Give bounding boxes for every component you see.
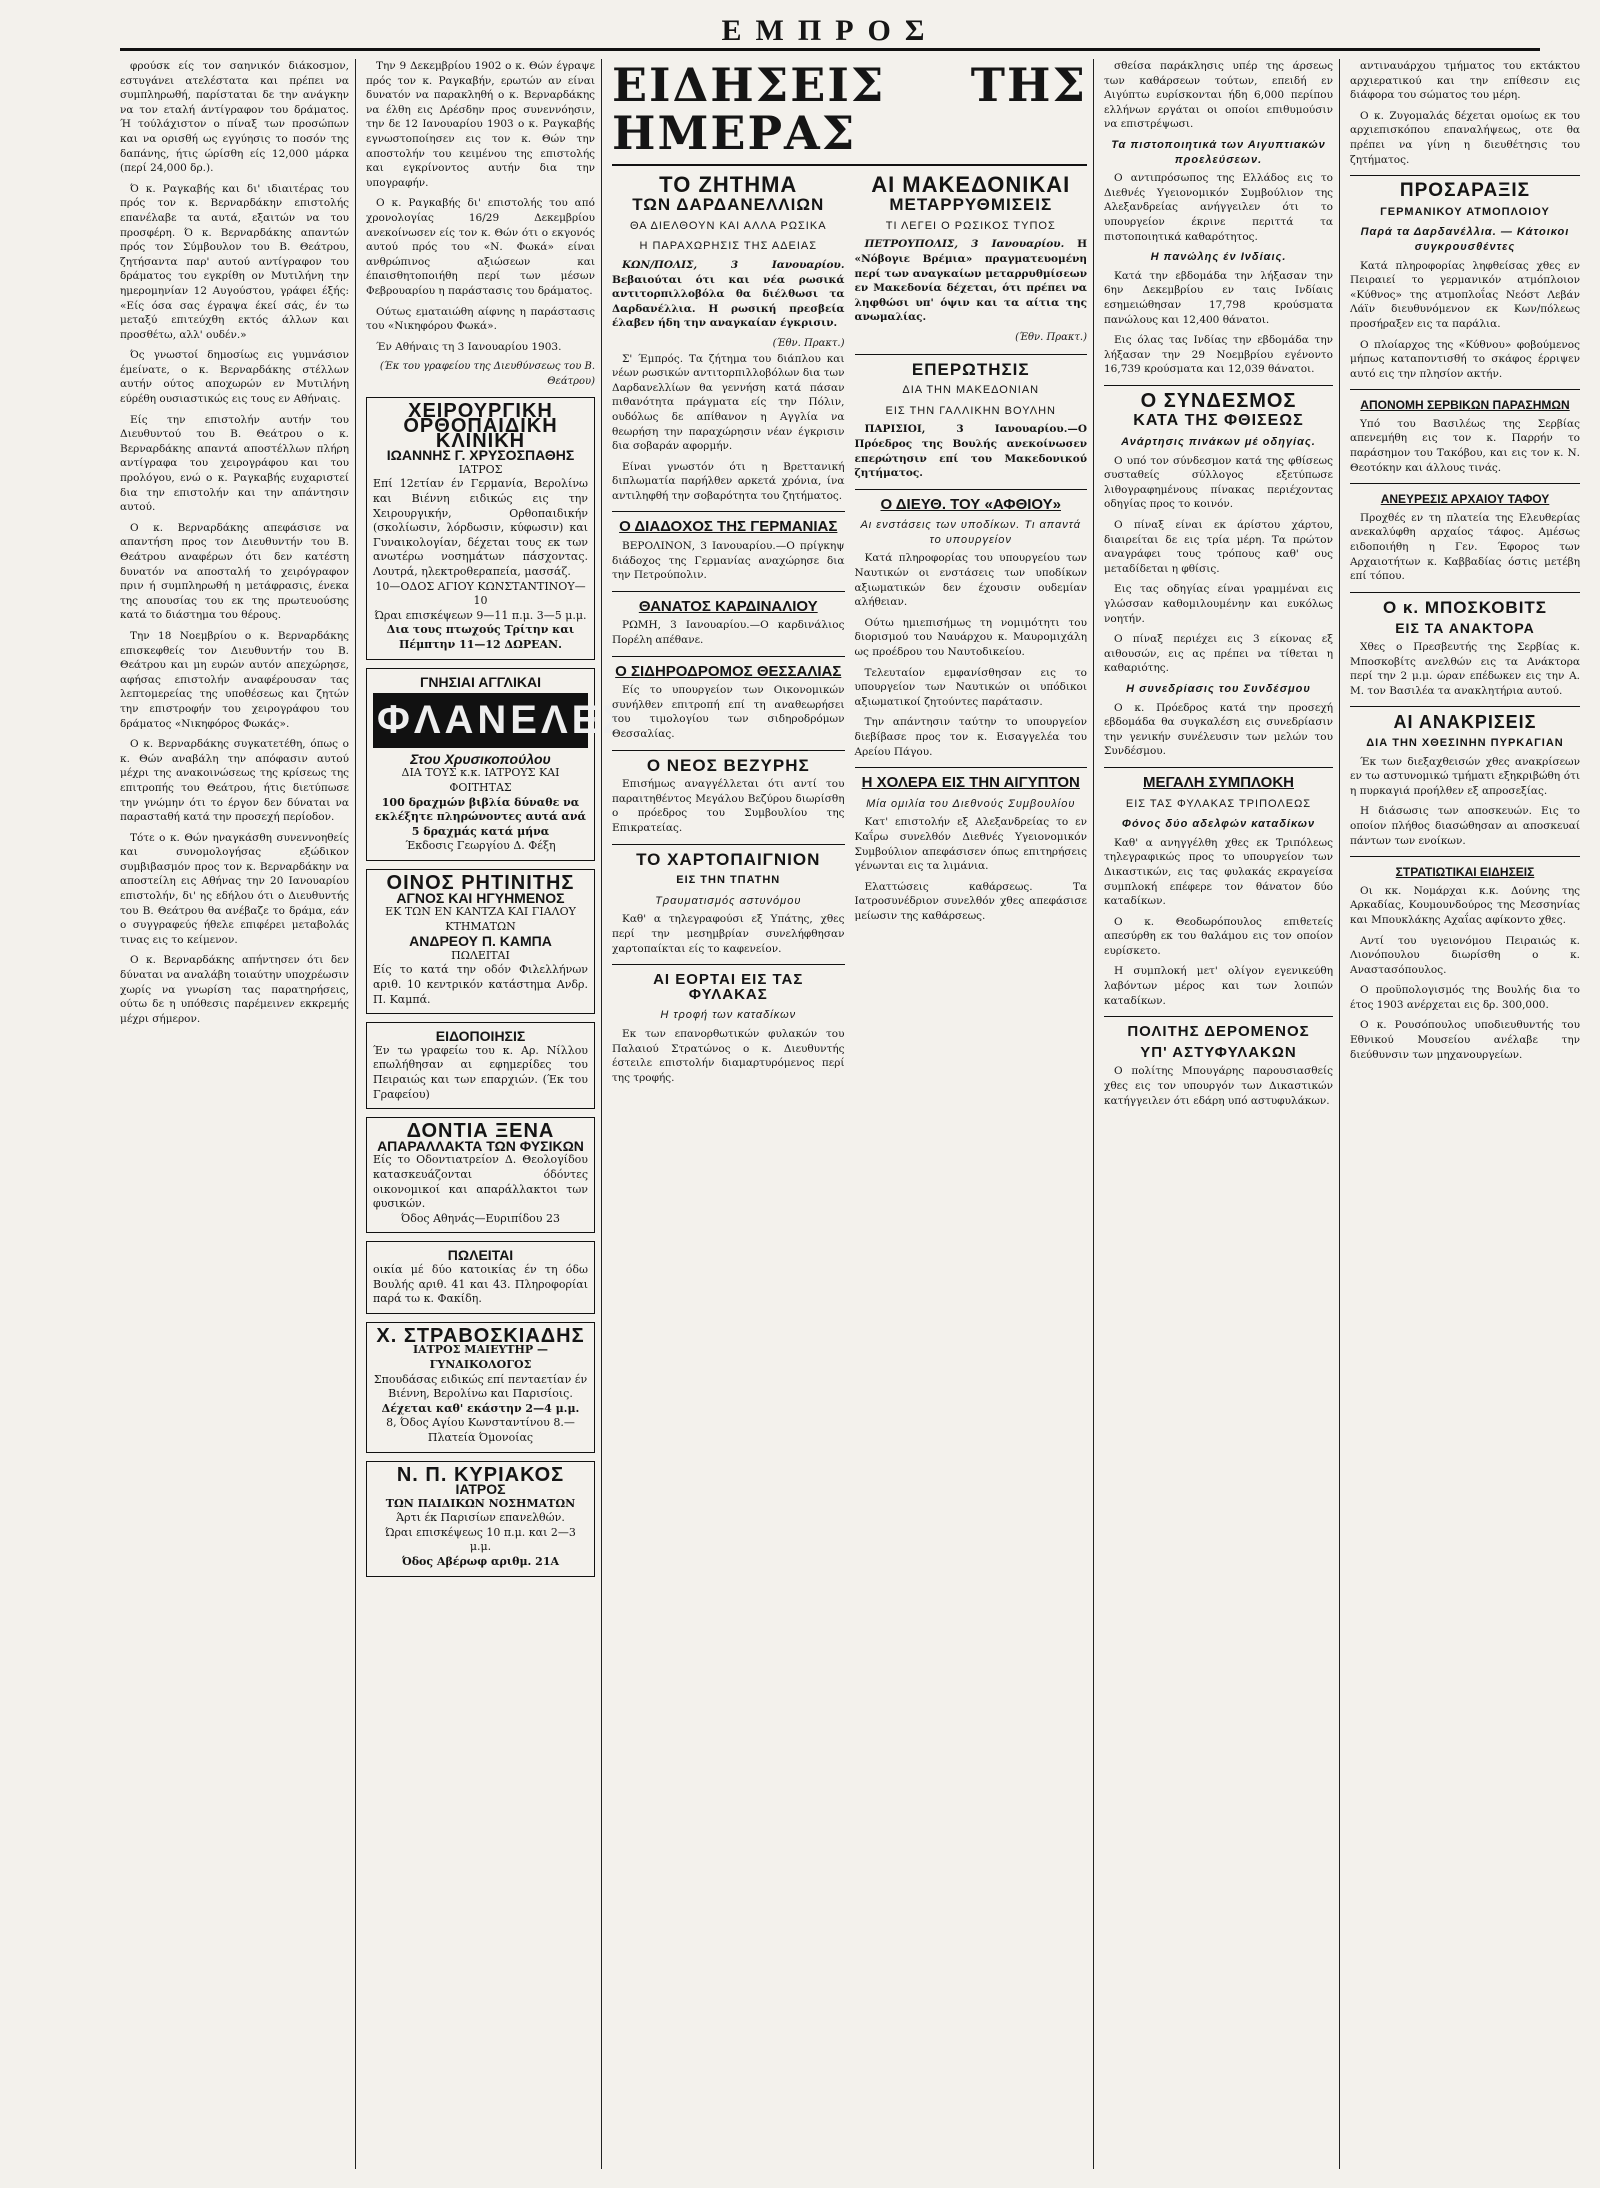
clinic-hours: Ώραι επισκέψεων 9—11 π.μ. 3—5 μ.μ. [374, 608, 587, 622]
interpellation-text: ΠΑΡΙΣΙΟΙ, 3 Ιανουαρίου.—Ο Πρόεδρος της Βουλής ανεκοίνωσεν επερώτησιν επί του Μακεδονικού ζητήματος. [854, 423, 1087, 480]
cardinal-text: ΡΩΜΗ, 3 Ιανουαρίου.—Ο καρδινάλιος Πορέλη απέθανε. [612, 619, 845, 647]
divider [1350, 483, 1580, 484]
notice-ad [366, 1022, 595, 1109]
cholera-text: Ελαττώσεις καθάρσεως. Τα Ιατροσυνέδριον συνελθόν χθες απεφάσισε μείωσιν της καθάρσεως. [854, 880, 1087, 922]
stranding-sub2: Παρά τα Δαρδανέλλια. — Κάτοικοι συγκρουσθέντες [1360, 226, 1570, 253]
navy-text: Κατά πληροφορίας του υπουργείου των Ναυτικών οι ενστάσεις των υποδίκων αξιωματικών δεν έχουσιν ουδεμίαν αλήθειαν. [854, 552, 1087, 609]
boskovic-title: Ο κ. ΜΠΟΣΚΟΒΙΤΣ [1382, 597, 1548, 617]
dardanelles-sub: ΘΑ ΔΙΕΛΘΟΥΝ ΚΑΙ ΑΛΛΑ ΡΩΣΙΚΑ [629, 219, 827, 232]
plague-head: Η πανώλης έν Ινδίαις. [1150, 251, 1287, 264]
pediatric-address: Όδος Αβέρωφ αριθμ. 21Α [401, 1555, 560, 1569]
clinic-ad [366, 397, 595, 659]
flannel-top: ΓΝΗΣΙΑΙ ΑΓΓΛΙΚΑΙ [419, 673, 542, 690]
news-banner: ΕΙΔΗΣΕΙΣ ΤΗΣ ΗΜΕΡΑΣ [612, 61, 1087, 166]
dardanelles-title2: ΤΩΝ ΔΑΡΔΑΝΕΛΛΙΩΝ [632, 195, 825, 215]
citizen-text: Ο πολίτης Μπουγάρης παρουσιασθείς χθες εις τον υπουργόν των Δικαστικών κατήγγειλεν ότι εδάρη υπό αστυφυλάκων. [1104, 1065, 1333, 1107]
article-paragraph: σθείσα παράκλησις υπέρ της άρσεως των καθάρσεων τούτων, επειδή εν Αιγύπτω ευρίσκονται ήδη 6,000 περίπου ελλήνων εργάται οι οποίοι επιθυμούσιν να επιστρέψωσι. [1104, 60, 1333, 131]
teeth-ad [366, 1117, 595, 1233]
column-1 [120, 59, 356, 2169]
column-5 [1104, 59, 1340, 2169]
article-paragraph: Ο κ. Βερναρδάκης συγκατετέθη, όπως ο κ. Θών αναβάλη την απόφασιν αυτού μέχρι της ανακοινώσεως της κρίσεως της επιτροπής του Θεάτρου, ήτις διετύπωσε την γνώμην ότι το έργον δεν δύναται να παρασταθή κατά την προσεχή περίοδον. [120, 738, 349, 824]
teeth-address: Όδος Αθηνάς—Ευριπίδου 23 [401, 1211, 560, 1225]
divider [612, 750, 845, 751]
league-title: Ο ΣΥΝΔΕΣΜΟΣ [1140, 389, 1297, 412]
league-meeting-head: Η συνεδρίασις του Συνδέσμου [1126, 682, 1311, 695]
dardanelles-title: ΤΟ ΖΗΤΗΜΑ [659, 171, 798, 197]
cards-title: ΤΟ ΧΑΡΤΟΠΑΙΓΝΙΟΝ [636, 849, 821, 869]
flannel-for: ΔΙΑ ΤΟΥΣ κ.κ. ΙΑΤΡΟΥΣ ΚΑΙ ΦΟΙΤΗΤΑΣ [401, 766, 560, 794]
pediatric-ad [366, 1461, 595, 1577]
article-paragraph: Ός γνωστοί δημοσίως εις γυμνάσιον έμείνατε, ο κ. Βερναρδάκης στέλλων αυτήν ούτος αποχωρών εν Μυτιλήνη εύρέθη ουσιαστικώς εις τους εν Αθήναις. [120, 349, 349, 406]
midwife-ad [366, 1322, 595, 1453]
navy-title: Ο ΔΙΕΥΘ. ΤΟΥ «ΑΦΘΙΟΥ» [880, 495, 1061, 513]
cholera-title: Η ΧΟΛΕΡΑ ΕΙΣ ΤΗΝ ΑΙΓΥΠΤΟΝ [861, 774, 1080, 792]
sale-title: ΠΩΛΕΙΤΑΙ [447, 1247, 514, 1264]
interpellation-sub2: ΕΙΣ ΤΗΝ ΓΑΛΛΙΚΗΝ ΒΟΥΛΗΝ [885, 404, 1056, 417]
letter-date: Έν Αθήναις τη 3 Ιανουαρίου 1903. [376, 340, 562, 353]
clinic-doctor: ΙΩΑΝΝΗΣ Γ. ΧΡΥΣΟΣΠΑΘΗΣ [386, 447, 575, 464]
railway-text: Είς το υπουργείον των Οικονομικών συνήλθεν επιτροπή επί τη αναθεωρήσει του τιμολογίου των σιδηροδρόμων Θεσσαλίας. [612, 684, 845, 740]
cardinal-title: ΘΑΝΑΤΟΣ ΚΑΡΔΙΝΑΛΙΟΥ [638, 597, 818, 615]
news-section [612, 59, 1094, 2169]
macedonia-sub: ΤΙ ΛΕΓΕΙ Ο ΡΩΣΙΚΟΣ ΤΥΠΟΣ [885, 219, 1056, 232]
clinic-free: Δια τους πτωχούς Τρίτην και Πέμπτην 11—12 ΔΩΡΕΑΝ. [386, 623, 575, 651]
divider [1104, 1016, 1333, 1017]
newspaper-title: ΕΜΠΡΟΣ [721, 14, 939, 47]
league-text-head: Ανάρτησις πινάκων μέ οδηγίας. [1121, 436, 1316, 449]
letter-paragraph: Ούτως εματαιώθη αίφνης η παράστασις του «Νικηφόρου Φωκά». [366, 305, 595, 333]
dardanelles-body: Είναι γνωστόν ότι η Βρεττανική διπλωματία παρήλθεν αρκετά χρόνια, ίνα αντιληφθή την σοβαρότητα του ζητήματος. [612, 460, 845, 502]
article-paragraph: Την 18 Νοεμβρίου ο κ. Βερναρδάκης επισκεφθείς τον Διευθυντήν του Β. Θεάτρου και μη ευρών αυτόν απεχώρησε, αφήσας επιστολήν αναφέρουσαν τας λεπτομερείας της υποθέσεως και ζητών την επιστροφήν του χειρογράφου του δράματος «Νικηφόρος Φωκάς». [120, 629, 349, 730]
tripoli-text: Καθ' α ανηγγέλθη χθες εκ Τριπόλεως τηλεγραφικώς προς το υπουργείον των Δικαστικών, εις τας φυλακάς εκραγείσα συμπλοκή επέφερε τον θάνατον δύο καταδίκων. [1104, 836, 1333, 908]
tripoli-sub2: Φόνος δύο αδελφών καταδίκων [1121, 818, 1316, 831]
midwife-hours: Δέχεται καθ' εκάστην 2—4 μ.μ. [381, 1401, 580, 1415]
masthead [120, 14, 1540, 51]
divider [1350, 592, 1580, 593]
article-paragraph: Ο αντιπρόσωπος της Ελλάδος εις το Διεθνές Υγειονομικόν Συμβούλιον της Αλεξανδρείας ανήγγειλεν ότι το υπουργείον έκρινε περιττά τα πιστοποιητικά καθαρότητος. [1104, 172, 1333, 243]
pediatric-name: Ν. Π. ΚΥΡΙΑΚΟΣ [396, 1463, 565, 1486]
divider [1350, 706, 1580, 707]
divider [612, 844, 845, 845]
feast-title: ΑΙ ΕΟΡΤΑΙ ΕΙΣ ΤΑΣ ΦΥΛΑΚΑΣ [653, 971, 804, 1003]
tomb-title: ΑΝΕΥΡΕΣΙΣ ΑΡΧΑΙΟΥ ΤΑΦΟΥ [1380, 492, 1550, 507]
inquiries-title: ΑΙ ΑΝΑΚΡΙΣΕΙΣ [1393, 712, 1537, 733]
interpellation-title: ΕΠΕΡΩΤΗΣΙΣ [911, 359, 1030, 379]
military-text: Αντί του υγειονόμου Πειραιώς κ. Λιονόπουλου διωρίσθη ο κ. Αναστασόπουλος. [1350, 934, 1580, 976]
sale-text: οικία μέ δύο κατοικίας έν τη όδω Βουλής αριθ. 41 και 43. Πληροφορίαι παρά τω κ. Φακίδη. [373, 1262, 588, 1306]
clinic-role: ΙΑΤΡΟΣ [458, 462, 503, 476]
letter-source: (Έκ του γραφείου της Διευθύνσεως του Β. Θεάτρου) [379, 361, 595, 387]
macedonia-source: (Έθν. Πρακτ.) [1015, 331, 1087, 343]
letter-paragraph: Την 9 Δεκεμβρίου 1902 ο κ. Θών έγραψε πρός τον κ. Ραγκαβήν, ερωτών αν είναι δυνατόν να παρακληθή ο κ. Βερναρδάκης να έλθη εις Δρέσδην προς συνεννόησιν, την δε 12 Ιανουαρίου 1903 ο κ. Ραγκαβής εγνωστοποίησεν εις τον κ. Θών την αποστολήν του κειμένου της επιστολής και εγκρίνοντος αυτήν δια την υπογραφήν. [366, 60, 595, 189]
cards-sub: ΕΙΣ ΤΗΝ ΤΠΑΤΗΝ [676, 874, 781, 887]
navy-text: Ούτω ημιεπισήμως τη νομιμότητι του διορισμού του Ναυάρχου κ. Μαυρομιχάλη ως προέδρου του Ναυτοδικείου. [854, 616, 1087, 659]
cholera-text: Κατ' επιστολήν εξ Αλεξανδρείας το εν Καΐρω συνελθόν Διεθνές Υγειονομικόν Συμβούλιον απεφάσισεν όπως επιτηρήσεις γένωνται εις τα λιμάνια. [854, 816, 1087, 873]
teeth-sub: ΑΠΑΡΑΛΛΑΚΤΑ ΤΩΝ ΦΥΣΙΚΩΝ [377, 1137, 584, 1154]
successor-title: Ο ΔΙΑΔΟΧΟΣ ΤΗΣ ΓΕΡΜΑΝΙΑΣ [619, 518, 838, 536]
news-left [612, 172, 845, 1092]
stranding-text: Ο πλοίαρχος της «Κύθνου» φοβούμενος μήπως καταποντισθή το σκάφος έρριψεν αυτό εις την πλησίον ακτήν. [1350, 338, 1580, 380]
serbia-text: Υπό του Βασιλέως της Σερβίας απενεμήθη εις τον κ. Παρρήν το παράσημον του Τακόβου, και εις τον κ. Ν. Θεοτόκην και άλλους τινάς. [1350, 417, 1580, 474]
divider [1104, 385, 1333, 386]
vezyris-text: Επισήμως αναγγέλλεται ότι αντί του παραιτηθέντος Μεγάλου Βεζύρου διωρίσθη ο πρόεδρος του Συμβουλίου της Επικρατείας. [612, 778, 845, 834]
article-paragraph: Ο κ. Ζυγομαλάς δέχεται ομοίως εκ του αρχιεπισκόπου επαναλήψεως, οτε θα πρέπει να γίνη η διευθέτησις του ζητήματος. [1350, 109, 1580, 166]
clinic-address: 10—ΟΔΟΣ ΑΓΙΟΥ ΚΩΝΣΤΑΝΤΙΝΟΥ—10 [375, 579, 586, 608]
navy-text: Την απάντησιν ταύτην το υπουργείον διεβίβασε προς τον κ. Εισαγγελέα του Αρείου Πάγου. [854, 716, 1087, 758]
divider [612, 511, 845, 512]
divider [1350, 389, 1580, 390]
interpellation-sub: ΔΙΑ ΤΗΝ ΜΑΚΕΔΟΝΙΑΝ [902, 384, 1040, 397]
pediatric-text: Άρτι έκ Παρισίων επανελθών. [396, 1511, 565, 1525]
teeth-title: ΔΟΝΤΙΑ ΞΕΝΑ [406, 1120, 555, 1143]
wine-ad [366, 869, 595, 1014]
dardanelles-sub2: Η ΠΑΡΑΧΩΡΗΣΙΣ ΤΗΣ ΑΔΕΙΑΣ [639, 240, 818, 253]
divider [612, 656, 845, 657]
article-paragraph: Ο κ. Βερναρδάκης απήντησεν ότι δεν δύναται να αναλάβη τοιαύτην υποχρέωσιν χωρίς να γνωρίση τας παρατηρήσεις, ούτω δε η υπόθεσις παρέμεινεν εκκρεμής μέχρι σήμερον. [120, 954, 349, 1025]
league-sub: ΚΑΤΑ ΤΗΣ ΦΘΙΣΕΩΣ [1133, 412, 1304, 430]
flannel-publisher: Έκδοσις Γεωργίου Δ. Φέξη [405, 839, 556, 853]
notice-text: Έν τω γραφείω του κ. Αρ. Νίλλου επωλήθησαν αι εφημερίδες του Πειραιώς και των επαρχιών. (Έκ του Γραφείου) [373, 1043, 588, 1101]
league-meeting-text: Ο κ. Πρόεδρος κατά την προσεχή εβδομάδα θα συγκαλέση εις συνεδρίασιν την γενικήν συνέλευσιν των μελών του Συνδέσμου. [1104, 701, 1333, 758]
military-title: ΣΤΡΑΤΙΩΤΙΚΑΙ ΕΙΔΗΣΕΙΣ [1395, 865, 1535, 880]
flannel-banner: ΦΛΑΝΕΛΕΣ [373, 693, 588, 748]
feast-text: Εκ των επανορθωτικών φυλακών του Παλαιού Στρατώνος ο κ. Διευθυντής έστειλε επιστολήν διαμαρτυρόμενος περί της τροφής. [612, 1027, 845, 1084]
divider [1350, 856, 1580, 857]
flannel-ad [366, 668, 631, 861]
tripoli-title: ΜΕΓΑΛΗ ΣΥΜΠΛΟΚΗ [1143, 773, 1294, 791]
stranding-text: Κατά πληροφορίας ληφθείσας χθες εν Πειραιεί το γερμανικόν ατμόπλοιον «Κύθνος» της ατμοπλοΐας Νεόστ Λεβάν Λάϊν διευθυνόμενον εκ Κων/πόλεως προσήραξεν εις τα παράλια. [1350, 259, 1580, 330]
dardanelles-dateline: ΚΩΝ/ΠΟΛΙΣ, 3 Ιανουαρίου. [622, 258, 845, 271]
divider [855, 354, 1088, 355]
wine-sold: ΠΩΛΕΙΤΑΙ [451, 948, 510, 962]
navy-sub: Αι ενστάσεις των υποδίκων. Τι απαντά το υπουργείον [860, 519, 1082, 546]
railway-title: Ο ΣΙΔΗΡΟΔΡΟΜΟΣ ΘΕΣΣΑΛΙΑΣ [615, 662, 842, 680]
divider [855, 767, 1088, 768]
flannel-books: 100 δραχμών βιβλία δύναθε να εκλέξητε πληρώνοντες αυτά ανά 5 δραχμάς κατά μήνα [375, 795, 586, 838]
midwife-text: Σπουδάσας ειδικώς επί πενταετίαν έν Βιέννη, Βερολίνω και Παρισίοις. [373, 1372, 588, 1401]
cards-sub2: Τραυματισμός αστυνόμου [655, 894, 802, 907]
divider [1104, 767, 1333, 768]
sale-ad [366, 1241, 595, 1313]
dardanelles-text: Βεβαιούται ότι και νέα ρωσικά αντιτορπιλλοβόλα θα διέλθωσι τα Δαρδανέλλια. Η ρωσική πρεσβεία έλαβεν ήδη την αναγκαίαν έγκρισιν. [612, 273, 845, 330]
teeth-text: Είς το Οδοντιατρείον Δ. Θεολογίδου κατασκευάζονται όδόντες οικονομικοί και απαράλλακτοι των φυσικών. [373, 1153, 588, 1211]
cholera-sub: Μία ομιλία του Διεθνούς Συμβουλίου [866, 797, 1076, 810]
clinic-text: Επί 12ετίαν έν Γερμανία, Βερολίνω και Βιέννη ειδικώς εις την Χειρουργικήν, Ορθοπαιδικήν (σκολίωσιν, λόρδωσιν, κύφωσιν) και Γυναικολογίαν, δέχεται τους εκ των ανωτέρω νοσημάτων πάσχοντας. Λουτρά, ηλεκτροθεραπεία, μασσάζ. [373, 477, 588, 578]
pediatric-hours: Ώραι επισκέψεως 10 π.μ. και 2—3 μ.μ. [385, 1525, 576, 1554]
navy-text: Τελευταίον εμφανίσθησαν εις το υπουργείον των Ναυτικών οι υπόδικοι αξιωματικοί ζητούντες παράτασιν. [854, 666, 1087, 708]
article-paragraph: φρούσκ είς τον σαηνικόν διάκοσμον, εστυγάνει ατελέστατα και πρέπει να συμπληρωθή, παρίσταται δε την ανάγκην να τον εταλή άντίγραφον του δράματος. Ή τούλάχιστον ο πίναξ των προσώπων και να ορισθή ως εγγύησις το ποσόν της δαπάνης, ήτις ώρίσθη είς 12,000 μάρκα (περί 24,000 δρ.). [120, 60, 349, 175]
successor-text: ΒΕΡΟΛΙΝΟΝ, 3 Ιανουαρίου.—Ο πρίγκηψ διάδοχος της Γερμανίας αναχώρησε δια την Πετρούπολιν. [612, 540, 845, 582]
inquiries-sub: ΔΙΑ ΤΗΝ ΧΘΕΣΙΝΗΝ ΠΥΡΚΑΓΙΑΝ [1366, 736, 1564, 749]
article-paragraph: Εις όλας τας Ινδίας την εβδομάδα την λήξασαν την 29 Νοεμβρίου εγένοντο 16,739 κρούσματα και 12,039 θάνατοι. [1104, 334, 1333, 376]
news-subcolumns [612, 172, 1087, 1092]
divider [612, 964, 845, 965]
divider [855, 489, 1088, 490]
article-paragraph: Ο κ. Βερναρδάκης απεφάσισε να απαντήση προς τον Διευθυντήν του Β. Θεάτρου αναφέρων ότι δεν κατέστη δυνατόν να αποσταλή το χειρόγραφον πριν ή συμπληρωθή η μετάφρασις, ένεκα της απουσίας του εκ της πρωτευούσης κατά το διάστημα του θέρους. [120, 521, 349, 622]
article-paragraph: Κατά την εβδομάδα την λήξασαν την 6ην Δεκεμβρίου εν ταις Ινδίαις εσημειώθησαν 17,798 κρούσματα πανώλους και 12,400 θάνατοι. [1104, 269, 1333, 326]
tripoli-text: Η συμπλοκή μετ' ολίγον εγενικεύθη λαβόντων μέρος και των λοιπών καταδίκων. [1104, 965, 1333, 1007]
wine-title: ΟΙΝΟΣ ΡΗΤΙΝΙΤΗΣ [386, 871, 575, 894]
feast-sub: Η τροφή των καταδίκων [660, 1009, 797, 1022]
inquiries-text: Έκ των διεξαχθεισών χθες ανακρίσεων εν τω αστυνομικώ τμήματι εξηκριβώθη ότι η πυρκαγιά προήλθεν εξ απροσεξίας. [1350, 755, 1580, 797]
league-text: Ο υπό τον σύνδεσμον κατά της φθίσεως συσταθείς σύλλογος εξετύπωσε λιθογραφημένους πίνακας περιέχοντας οδηγίας προς το κοινόν. [1104, 454, 1333, 511]
league-text: Ο πίναξ είναι εκ άρίστου χάρτου, διαιρείται δε εις τρία μέρη. Τα πρώτον αναγράφει τους τρόπους καθ' ους μεταδίδεται η φθίσις. [1104, 519, 1333, 575]
stranding-sub: ΓΕΡΜΑΝΙΚΟΥ ΑΤΜΟΠΛΟΙΟΥ [1380, 205, 1550, 218]
article-paragraph: αντιναυάρχου τμήματος του εκτάκτου αρχιερατικού και την επίθεσιν εις διάφορα του σώματος του μέρη. [1350, 60, 1580, 102]
midwife-name: Χ. ΣΤΡΑΒΟΣΚΙΑΔΗΣ [376, 1324, 585, 1347]
citizen-sub: ΥΠ' ΑΣΤΥΦΥΛΑΚΩΝ [1140, 1043, 1297, 1061]
certificates-head: Τα πιστοποιητικά των Αιγυπτιακών προελεύσεων. [1111, 138, 1326, 166]
column-2 [366, 59, 631, 2169]
wine-owner: ΑΝΔΡΕΟΥ Π. ΚΑΜΠΑ [409, 933, 552, 950]
stranding-title: ΠΡΟΣΑΡΑΞΙΣ [1399, 180, 1531, 202]
cards-text: Καθ' α τηλεγραφούσι εξ Υπάτης, χθες περί την μεσημβρίαν συνελήφθησαν χαρτοπαίκται είς το καφενείον. [612, 913, 845, 955]
clinic-title: ΧΕΙΡΟΥΡΓΙΚΗ ΟΡΘΟΠΑΙΔΙΚΗ ΚΛΙΝΙΚΗ [403, 400, 558, 452]
midwife-address: 8, Όδος Αγίου Κωνσταντίνου 8.—Πλατεία Όμονοίας [386, 1416, 575, 1444]
tripoli-sub: ΕΙΣ ΤΑΣ ΦΥΛΑΚΑΣ ΤΡΙΠΟΛΕΩΣ [1125, 797, 1312, 810]
article-paragraph: Είς την επιστολήν αυτήν του Διευθυντού του Β. Θεάτρου ο κ. Βερναρδάκης απαντά αποστέλλων πλήρη αντίγραφα του χειρογράφου και του προλόγου, ενώ ο κ. Ραγκαβής ευχαριστεί δια την επιστολήν και την απάντησιν αυτού. [120, 413, 349, 514]
divider [612, 591, 845, 592]
macedonia-title2: ΜΕΤΑΡΡΥΘΜΙΣΕΙΣ [889, 195, 1053, 215]
league-text: Εις τας οδηγίας είναι γραμμέναι εις γλώσσαν καθομιλουμένην και ευκόλως νοητήν. [1104, 583, 1333, 625]
tripoli-text: Ο κ. Θεοδωρόπουλος επιθετείς απεσύρθη εκ του θαλάμου εις τον οποίον ευρίσκετο. [1104, 915, 1333, 957]
vezyris-title: Ο ΝΕΟΣ ΒΕΖΥΡΗΣ [646, 755, 810, 775]
wine-text: Είς το κατά την οδόν Φιλελλήνων αριθ. 10 κεντρικόν κατάστημα Ανδρ. Π. Καμπά. [373, 963, 588, 1006]
divider [1350, 175, 1580, 176]
tomb-text: Προχθές εν τη πλατεία της Ελευθερίας ανεκαλύφθη αρχαίος τάφος. Αμέσως ειδοποιήθη η Γεν. Έφορος των Αρχαιοτήτων κ. Καββαδίας όστις μετέβη επί τόπου. [1350, 511, 1580, 583]
boskovic-text: Χθες ο Πρεσβευτής της Σερβίας κ. Μποσκοβίτς ανελθών εις τα Ανάκτορα περί την 2 μ.μ. ώραν επέδωκεν εις την Α. Μ. τον Βασιλέα τα ανακλητήρια αυτού. [1350, 641, 1580, 697]
pediatric-role: ΙΑΤΡΟΣ [455, 1481, 506, 1498]
notice-title: ΕΙΔΟΠΟΙΗΣΙΣ [435, 1028, 526, 1045]
wine-origin: ΕΚ ΤΩΝ ΕΝ ΚΑΝΤΖΑ ΚΑΙ ΓΙΑΛΟΥ ΚΤΗΜΑΤΩΝ [385, 905, 576, 933]
military-text: Οι κκ. Νομάρχαι κ.κ. Δούνης της Αρκαδίας, Κουμουνδούρος της Μεσσηνίας και Μπουκλάκης Αχαΐας αφίκοντο χθες. [1350, 884, 1580, 926]
military-text: Ο κ. Ρουσόπουλος υποδιευθυντής του Εθνικού Μουσείου ανέλαβε την διεύθυνσιν των μηχανουργείων. [1350, 1019, 1580, 1061]
macedonia-dateline: ΠΕΤΡΟΥΠΟΛΙΣ, 3 Ιανουαρίου. [864, 238, 1065, 251]
article-paragraph: Τότε ο κ. Θών ηναγκάσθη συνεννοηθείς και συνομολογήσας εξώδικον συμβιβασμόν προς τον κ. Βερναρδάκην να αποστείλη εις Αθήνας την 20 Ιανουαρίου επιστολήν, δι' ης εδήλου ότι ο Διευθυντής του Β. Θεάτρου θα ανέβαζε το δράμα, εάν ο συγγραφεύς ήθελε επιφέρει μεταβολάς τινας εις το κείμενον. [120, 831, 349, 946]
letter-paragraph: Ο κ. Ραγκαβής δι' επιστολής του από χρονολογίας 16/29 Δεκεμβρίου ανεκοίνωσεν είς τον κ. Θών ότι ο εκγονός αυτού πρός του «Ν. Φωκά» είναι ανθρώπινος αξιώσεων και έπαισθητοποιήθη περί των μέσων Φεβρουαρίου η παράστασις του δράματος. [366, 197, 595, 297]
inquiries-text: Η διάσωσις των αποσκευών. Εις το οποίον πλήθος διασώθησαν αι αποσκευαί πάντων των ενοίκων. [1350, 805, 1580, 847]
serbia-title: ΑΠΟΝΟΜΗ ΣΕΡΒΙΚΩΝ ΠΑΡΑΣΗΜΩΝ [1360, 398, 1570, 413]
article-paragraph: Ό κ. Ραγκαβής και δι' ιδιαιτέρας του πρός τον κ. Βερναρδάκην επιστολής επανέλαβε τα αυτά, εξαιτών να του προσφέρη. Ό κ. Βερναρδάκης απαντών πρός τον Σύμβουλον του Β. Θεάτρου, ζητήσαντα παρ' αυτού αντίγραφον του δράματος του εγκρίθη ον Μυτιλήνη την ημερομηνίαν 12 Αυγούστου, γράφει έξής: «Είς όσα σας έγραψα έκεί σάς, έν τω μεταξύ επιτεύχθη εκτός άλλων και προσθέτω, αλλ' ουδέν.» [120, 182, 349, 341]
flannel-shop: Στου Χρυσικοπούλου [410, 750, 551, 767]
military-text: Ο προϋπολογισμός της Βουλής δια το έτος 1903 ανέρχεται εις δρ. 300,000. [1350, 984, 1580, 1011]
column-6 [1350, 59, 1586, 2169]
boskovic-sub: ΕΙΣ ΤΑ ΑΝΑΚΤΟΡΑ [1395, 620, 1535, 637]
dardanelles-body: Σ' Έμπρός. Τα ζήτημα του διάπλου και νέων ρωσικών αντιτορπιλλοβόλων δια των Δαρδανελλίων θα γεννήση κατά πάσαν πιθανότητα πράγματα είς την Πόλιν, ουδόλως δε απίθανον η Αγγλία να θεωρήση την παραχώρησιν νέαν έγκρισιν δια σοβαράν αφορμήν. [612, 352, 845, 453]
citizen-title: ΠΟΛΙΤΗΣ ΔΕΡΟΜΕΝΟΣ [1127, 1023, 1310, 1041]
pediatric-spec: ΤΩΝ ΠΑΙΔΙΚΩΝ ΝΟΣΗΜΑΤΩΝ [385, 1496, 576, 1510]
macedonia-title: ΑΙ ΜΑΚΕΔΟΝΙΚΑΙ [871, 171, 1071, 197]
macedonia-text: Η «Νόβογιε Βρέμια» πραγματευομένη περί των αναγκαίων μεταρρυθμίσεων εν Μακεδονία δέχεται, ότι πρέπει να ληφθώσι υπ' όψιν και τα αίτια της ανωμαλίας. [854, 238, 1087, 324]
news-right [855, 172, 1088, 1092]
midwife-role: ΙΑΤΡΟΣ ΜΑΙΕΥΤΗΡ — ΓΥΝΑΙΚΟΛΟΓΟΣ [412, 1343, 549, 1371]
dardanelles-source: (Έθν. Πρακτ.) [772, 337, 845, 349]
column-grid [120, 58, 1580, 2169]
league-text: Ο πίναξ περιέχει εις 3 είκονας εξ αιθουσών, εις ας πρέπει να τίθεται η καθαριότης. [1104, 633, 1333, 675]
wine-sub: ΑΓΝΟΣ ΚΑΙ ΗΓΥΗΜΕΝΟΣ [396, 889, 565, 906]
